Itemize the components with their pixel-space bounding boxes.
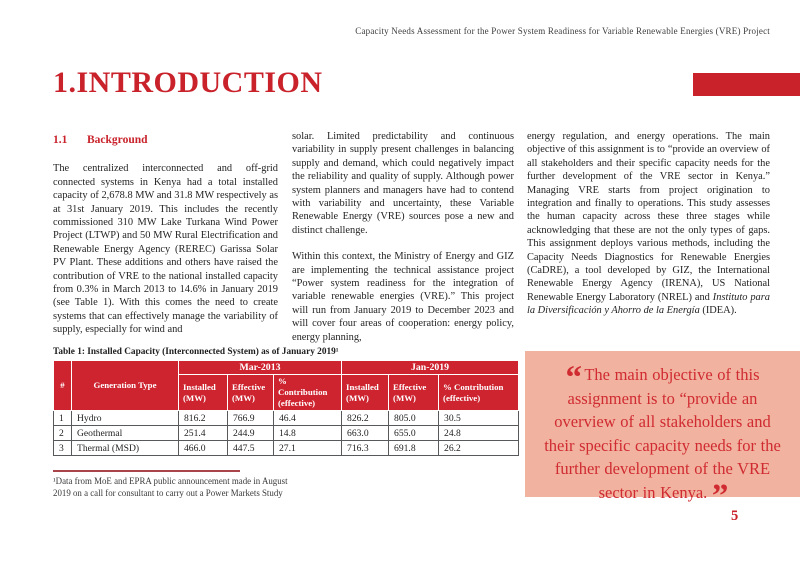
cell-generation-type: Hydro bbox=[72, 411, 179, 426]
cell-generation-type: Thermal (MSD) bbox=[72, 441, 179, 456]
cell-value: 655.0 bbox=[389, 426, 439, 441]
table-row bbox=[54, 426, 519, 441]
header-cell-generation-type: Generation Type bbox=[72, 361, 179, 411]
header-cell-effective-mw: Effective (MW) bbox=[389, 375, 439, 411]
cell-value: 244.9 bbox=[228, 426, 274, 441]
cell-value: 766.9 bbox=[228, 411, 274, 426]
running-header: Capacity Needs Assessment for the Power System Readiness for Variable Renewable Energies (VRE) Project bbox=[355, 26, 770, 36]
paragraph: Within this context, the Ministry of Energy and GIZ are implementing the technical assistance project “Power system readiness for the integration of variable renewable energies (VRE).” This project will run from January 2019 to December 2023 and will cover four areas of cooperation: energy policy, energy planning, bbox=[292, 251, 514, 343]
header-cell-installed-mw: Installed (MW) bbox=[342, 375, 389, 411]
paragraph-text: energy regulation, and energy operations. The main objective of this assignment is to “provide an overview of all stakeholders and their specific capacity needs for the further development of the VRE sector in Kenya.” Managing VRE starts from project origination to integration and finally to operations. This study assesses the human capacity across these three stages while acknowledging that these are not the only types of gaps. This assignment deploys various methods, including the Capacity Needs Diagnostics for Renewable Energies (CaDRE), a tool developed by GIZ, the International Renewable Energy Agency (IRENA), US National Renewable Energy Laboratory (NREL) and bbox=[527, 131, 770, 303]
close-quote-icon: ” bbox=[711, 477, 727, 514]
header-cell-mar-2013: Mar-2013 bbox=[179, 361, 342, 375]
paragraph: solar. Limited predictability and continuous variability in supply present challenges in balancing supply and demand, which could negatively impact the reliability and quality of supply. Although power system planners and managers have had to contend with variability and uncertainty, these Variable Renewable Energy (VRE) sources pose a new and distinct challenge. bbox=[292, 131, 514, 236]
cell-generation-type: Geothermal bbox=[72, 426, 179, 441]
footnote: ¹Data from MoE and EPRA public announcement made in August 2019 on a call for consultant to carry out a Power Markets Study bbox=[53, 476, 288, 498]
header-cell-number: # bbox=[54, 361, 72, 411]
cell-value: 27.1 bbox=[274, 441, 342, 456]
cell-value: 816.2 bbox=[179, 411, 228, 426]
cell-value: 30.5 bbox=[439, 411, 519, 426]
cell-row-number: 1 bbox=[54, 411, 72, 426]
table-row bbox=[54, 441, 519, 456]
cell-value: 805.0 bbox=[389, 411, 439, 426]
open-quote-icon: “ bbox=[565, 360, 580, 396]
cell-value: 691.8 bbox=[389, 441, 439, 456]
header-cell-installed-mw: Installed (MW) bbox=[179, 375, 228, 411]
section-heading-label: Background bbox=[87, 134, 148, 146]
cell-row-number: 2 bbox=[54, 426, 72, 441]
section-heading bbox=[53, 134, 278, 147]
table-header-row-groups bbox=[54, 361, 519, 375]
installed-capacity-table-block bbox=[53, 347, 521, 456]
cell-value: 24.8 bbox=[439, 426, 519, 441]
page-title: 1.INTRODUCTION bbox=[53, 66, 323, 99]
header-cell-contribution: % Contribution (effective) bbox=[274, 375, 342, 411]
cell-row-number: 3 bbox=[54, 441, 72, 456]
pull-quote-text: The main objective of this assignment is to “provide an overview of all stakeholders and their specific capacity needs for the further development of the VRE sector in Kenya. bbox=[544, 365, 781, 502]
cell-value: 447.5 bbox=[228, 441, 274, 456]
body-columns bbox=[53, 130, 770, 344]
footnote-separator-rule bbox=[53, 470, 240, 472]
header-cell-effective-mw: Effective (MW) bbox=[228, 375, 274, 411]
cell-value: 826.2 bbox=[342, 411, 389, 426]
section-number: 1.1 bbox=[53, 134, 68, 146]
cell-value: 716.3 bbox=[342, 441, 389, 456]
page-number: 5 bbox=[731, 508, 739, 524]
cell-value: 251.4 bbox=[179, 426, 228, 441]
header-cell-contribution: % Contribution (effective) bbox=[439, 375, 519, 411]
paragraph bbox=[527, 130, 770, 318]
decorative-red-bar bbox=[693, 73, 800, 96]
column-1 bbox=[53, 130, 278, 344]
table-caption: Table 1: Installed Capacity (Interconnected System) as of January 2019¹ bbox=[53, 347, 339, 357]
cell-value: 14.8 bbox=[274, 426, 342, 441]
cell-value: 663.0 bbox=[342, 426, 389, 441]
cell-value: 26.2 bbox=[439, 441, 519, 456]
column-3 bbox=[527, 130, 770, 344]
paragraph: The centralized interconnected and off-grid connected systems in Kenya had a total installed capacity of 2,678.8 MW and 31.8 MW respectively as at 31st January 2019. This includes the recently commissioned 310 MW Lake Turkana Wind Power Project (LTWP) and 50 MW Rural Electrification and Renewable Energy Agency (REREC) Garissa Solar PV Plant. These additions and others have raised the contribution of VRE to the national installed capacity from 0.3% in March 2013 to 14.6% in January 2019 (see Table 1). With this comes the need to create systems that can effectively manage the variability of supply, especially for wind and bbox=[53, 163, 278, 336]
italic-text: Instituto para la Diversificación y Ahorro de la Energía bbox=[527, 291, 770, 317]
pull-quote-box bbox=[525, 351, 800, 514]
column-2 bbox=[292, 130, 514, 344]
table-row bbox=[54, 411, 519, 426]
cell-value: 46.4 bbox=[274, 411, 342, 426]
installed-capacity-table bbox=[53, 360, 519, 456]
header-cell-jan-2019: Jan-2019 bbox=[342, 361, 519, 375]
paragraph-text: (IDEA). bbox=[699, 305, 737, 317]
cell-value: 466.0 bbox=[179, 441, 228, 456]
